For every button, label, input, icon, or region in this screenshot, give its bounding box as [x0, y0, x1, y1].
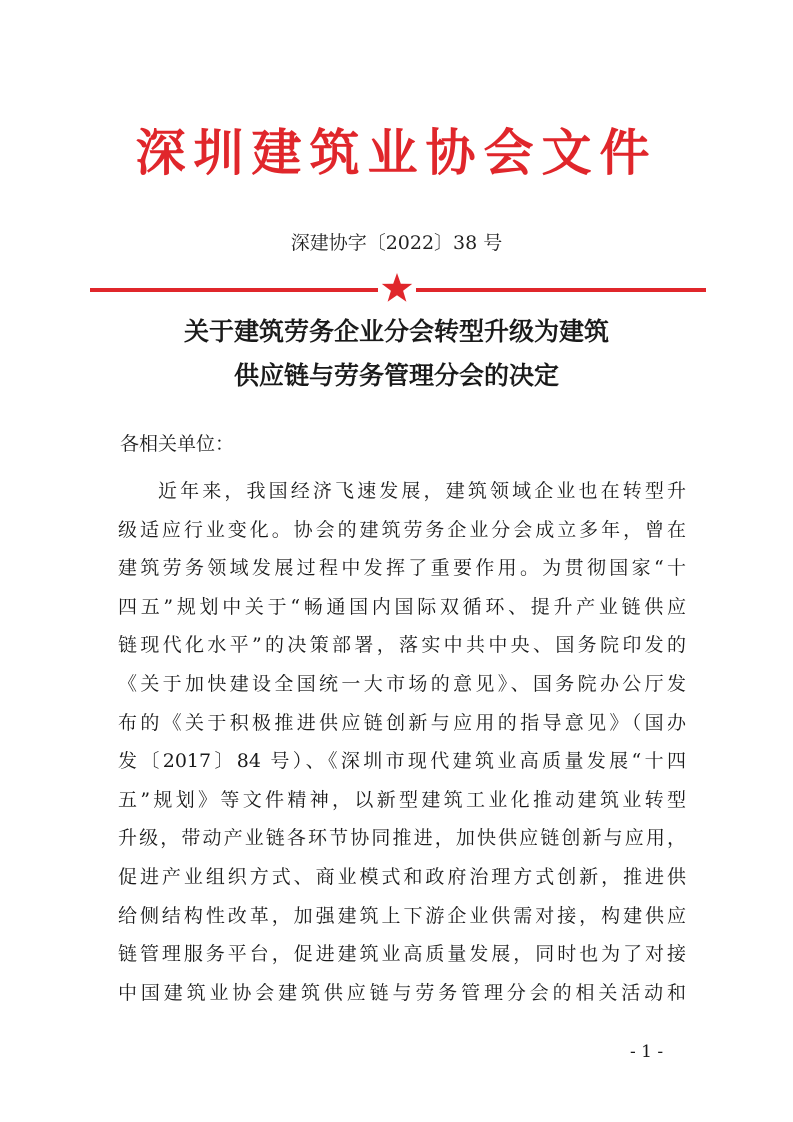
body-line: 四五”规划中关于“畅通国内国际双循环、提升产业链供应: [118, 595, 686, 618]
divider-line-left: [90, 288, 378, 292]
salutation: 各相关单位：: [120, 433, 235, 455]
body-line: 发〔2017〕84 号）、《深圳市现代建筑业高质量发展“十四: [118, 750, 686, 773]
body-line: 布的《关于积极推进供应链创新与应用的指导意见》（国办: [118, 711, 686, 734]
document-number: 深建协字〔2022〕38 号: [290, 232, 503, 254]
divider-line-right: [416, 288, 706, 292]
body-line: 链现代化水平”的决策部署，落实中共中央、国务院印发的: [118, 634, 686, 657]
body-line: 建筑劳务领域发展过程中发挥了重要作用。为贯彻国家“十: [118, 557, 686, 580]
red-star-icon: [381, 272, 413, 304]
document-title-line-2: 供应链与劳务管理分会的决定: [233, 361, 559, 390]
body-paragraph: [118, 472, 686, 1012]
body-line: 《关于加快建设全国统一大市场的意见》、国务院办公厅发: [118, 672, 686, 695]
document-title: [0, 310, 793, 398]
body-line: 近年来，我国经济飞速发展，建筑领域企业也在转型升: [158, 480, 686, 502]
body-line: 五”规划》等文件精神，以新型建筑工业化推动建筑业转型: [118, 788, 686, 811]
org-header-title: 深圳建筑业协会文件: [135, 123, 658, 182]
body-line: 促进产业组织方式、商业模式和政府治理方式创新，推进供: [118, 865, 686, 888]
body-line: 级适应行业变化。协会的建筑劳务企业分会成立多年，曾在: [118, 518, 686, 541]
body-line: 中国建筑业协会建筑供应链与劳务管理分会的相关活动和: [118, 981, 686, 1004]
body-line: 链管理服务平台，促进建筑业高质量发展，同时也为了对接: [118, 943, 686, 966]
body-line: 升级，带动产业链各环节协同推进，加快供应链创新与应用，: [118, 827, 686, 850]
body-line: 给侧结构性改革，加强建筑上下游企业供需对接，构建供应: [118, 904, 686, 927]
page-number: - 1 -: [630, 1042, 664, 1062]
document-title-line-1: 关于建筑劳务企业分会转型升级为建筑: [183, 317, 609, 346]
